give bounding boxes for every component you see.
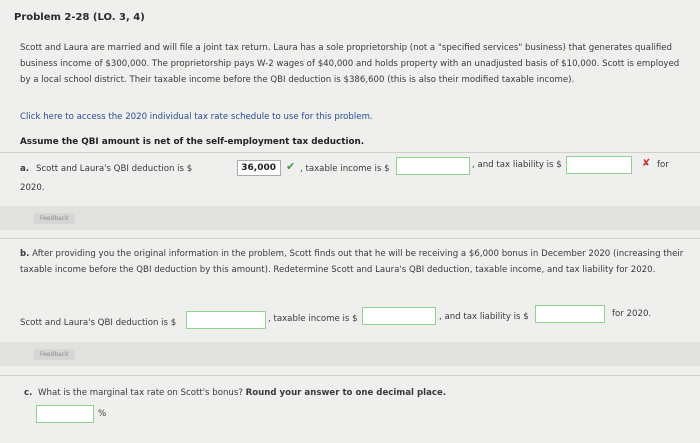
part-b-text-year: for 2020. [612, 309, 652, 319]
problem-description: Scott and Laura are married and will file a joint tax return. Laura has a sole proprietorship (not a "specified services" business) that generates qualified business income of $300,000. The proprietorship pays W-2 wages of $40,000 and holds property with an unadjusted basis of $10,000. Scott is employed by a local school district. Their taxable income before the QBI deduction is $386,600 (this is also their modified taxable income). [20, 43, 680, 85]
part-b-text-qbi: Scott and Laura's QBI deduction is $ [20, 318, 177, 328]
part-b-text-tax: , and tax liability is $ [439, 312, 529, 322]
check-icon: ✔ [286, 160, 296, 173]
part-a-text-tax: , and tax liability is $ [472, 160, 562, 170]
part-c-question [38, 388, 446, 398]
divider [0, 375, 700, 376]
part-a-taxable-input[interactable] [396, 157, 470, 175]
problem-title: Problem 2-28 (LO. 3, 4) [14, 12, 145, 23]
part-b-tax-input[interactable] [535, 305, 605, 323]
part-c-label: c. [24, 388, 33, 398]
part-a-tax-input[interactable] [566, 156, 632, 174]
part-b-label: b. [20, 249, 30, 259]
feedback-band [0, 342, 700, 366]
x-icon: ✘ [642, 158, 651, 169]
part-b-description [20, 246, 685, 278]
assumption-note: Assume the QBI amount is net of the self-employment tax deduction. [20, 137, 365, 147]
divider [0, 238, 700, 239]
feedback-button[interactable]: Feedback [34, 349, 75, 360]
part-a-label: a. [20, 164, 30, 174]
part-a-text-qbi: Scott and Laura's QBI deduction is $ [36, 164, 193, 174]
part-c-rate-input[interactable] [36, 405, 94, 423]
part-b-qbi-input[interactable] [186, 311, 266, 329]
tax-schedule-link[interactable]: Click here to access the 2020 individual tax rate schedule to use for this problem. [20, 112, 373, 122]
part-c-rounding-note: Round your answer to one decimal place. [245, 388, 447, 398]
feedback-band [0, 206, 700, 230]
percent-unit: % [98, 409, 107, 419]
part-a-text-year: 2020. [20, 183, 45, 193]
part-a-qbi-input[interactable]: 36,000 [237, 160, 281, 176]
part-b-taxable-input[interactable] [362, 307, 436, 325]
part-b-text-taxable: , taxable income is $ [268, 314, 358, 324]
part-a-text-for: for [657, 160, 669, 170]
divider [0, 152, 700, 153]
part-a-text-taxable: , taxable income is $ [300, 164, 390, 174]
part-c-question-text: What is the marginal tax rate on Scott's bonus? [38, 388, 243, 398]
feedback-button[interactable]: Feedback [34, 213, 75, 224]
part-b-paragraph: After providing you the original information in the problem, Scott finds out that he will be receiving a $6,000 bonus in December 2020 (increasing their taxable income before the QBI deduction by this amount). Redetermine Scott and Laura's QBI deduction, taxable income, and tax liability for 2020. [20, 249, 684, 275]
